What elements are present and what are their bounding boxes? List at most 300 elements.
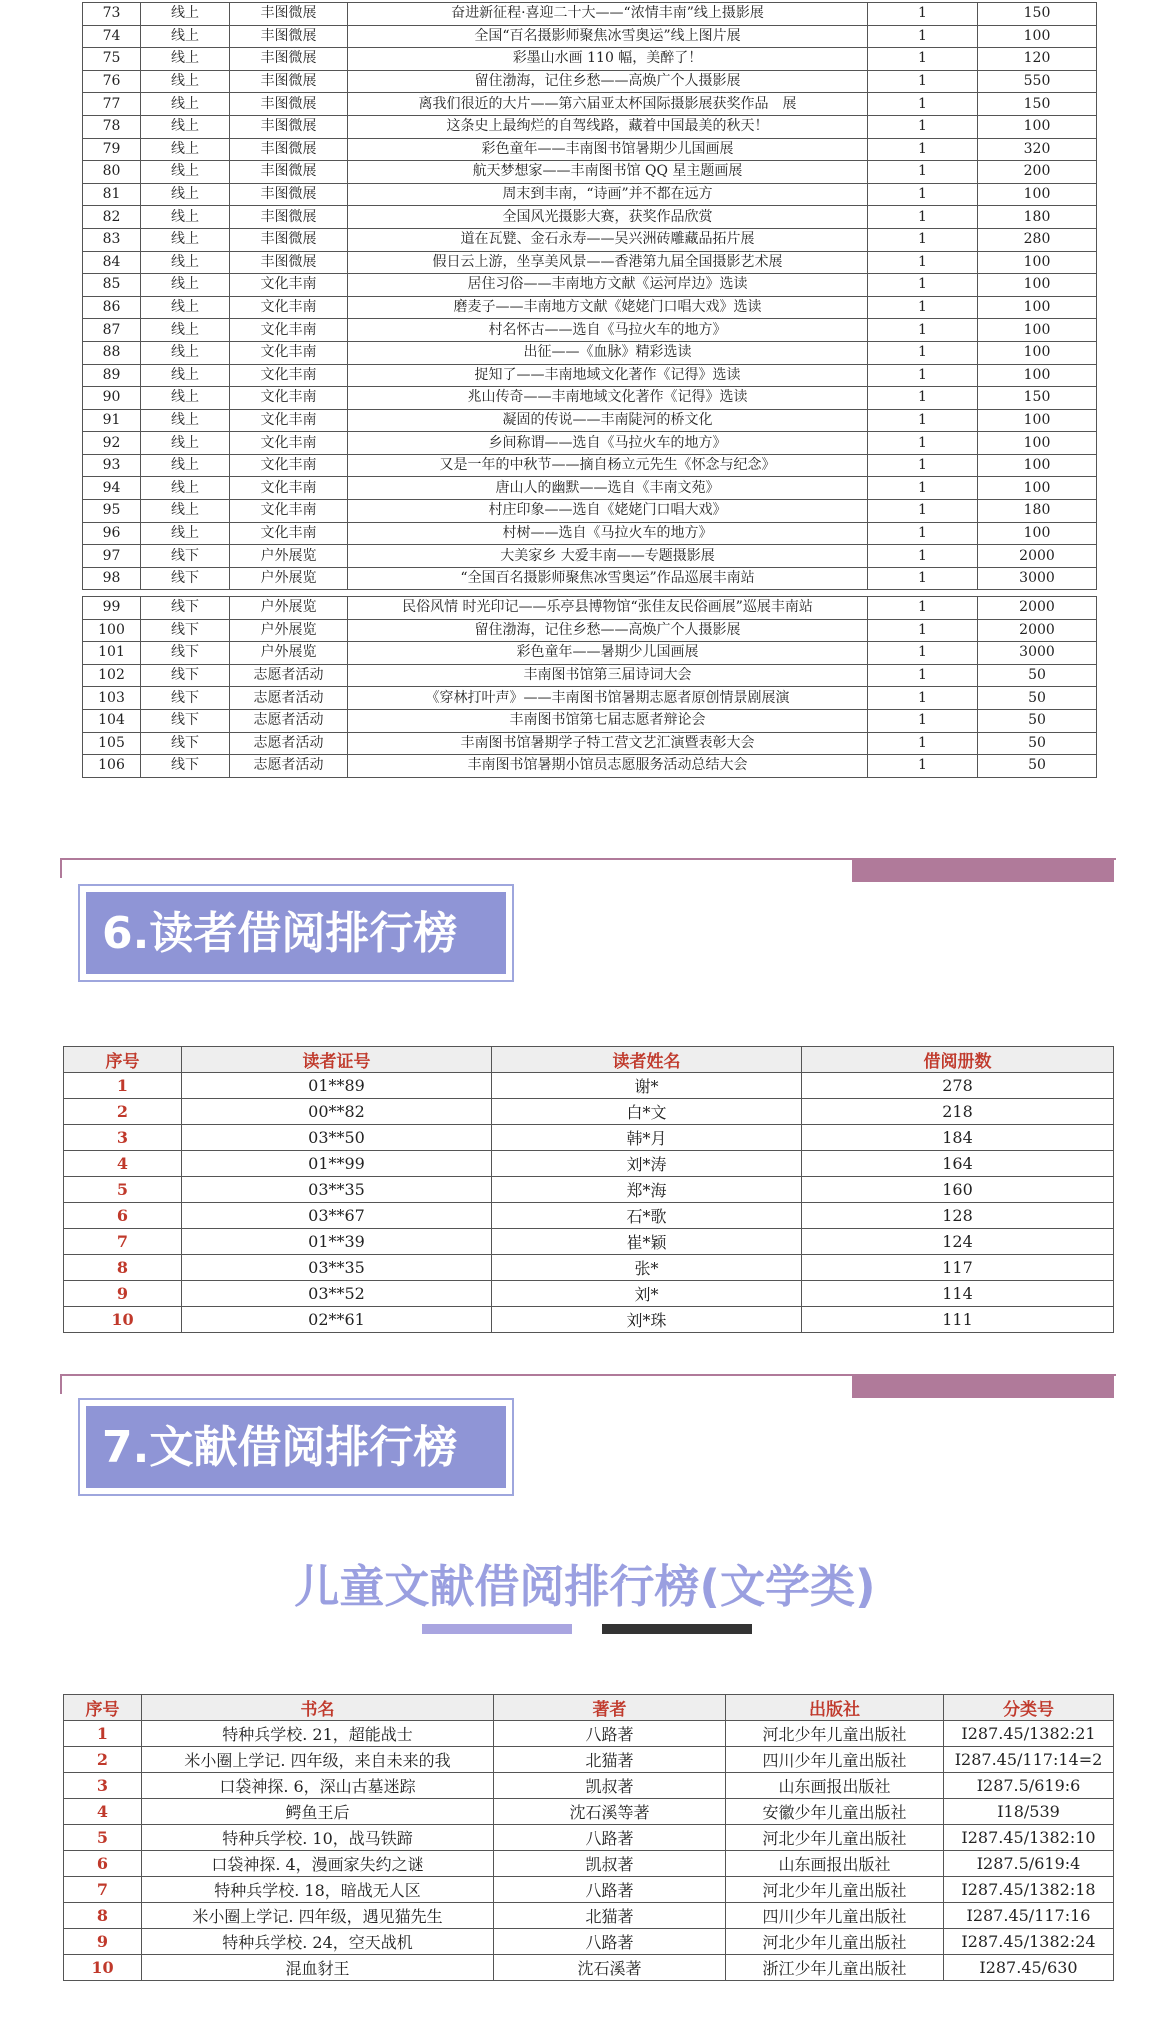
book-title: 米小圈上学记. 四年级，遇见猫先生 xyxy=(142,1903,494,1929)
activity-index: 95 xyxy=(83,500,141,523)
activity-sessions: 1 xyxy=(868,228,978,251)
reader-borrow-count: 124 xyxy=(802,1229,1114,1255)
activity-sessions: 1 xyxy=(868,251,978,274)
activity-participants: 50 xyxy=(978,709,1097,732)
activity-mode: 线上 xyxy=(141,251,230,274)
activity-participants: 100 xyxy=(978,409,1097,432)
book-call-number: I287.45/630 xyxy=(944,1955,1114,1981)
activity-sessions: 1 xyxy=(868,732,978,755)
activity-sessions: 1 xyxy=(868,25,978,48)
activity-index: 97 xyxy=(83,545,141,568)
book-rank: 10 xyxy=(64,1955,142,1981)
book-publisher: 浙江少年儿童出版社 xyxy=(726,1955,944,1981)
section7-accent-bar xyxy=(852,1374,1114,1398)
activity-participants: 150 xyxy=(978,387,1097,410)
activity-mode: 线下 xyxy=(141,755,230,778)
reader-card-number: 03**35 xyxy=(182,1177,492,1203)
activity-title: 周末到丰南，“诗画”并不都在远方 xyxy=(348,183,868,206)
reader-rank: 3 xyxy=(64,1125,182,1151)
activity-row xyxy=(83,161,1097,184)
activity-category: 文化丰南 xyxy=(230,387,348,410)
activity-row xyxy=(83,387,1097,410)
activity-category: 丰图微展 xyxy=(230,138,348,161)
activity-participants: 3000 xyxy=(978,642,1097,665)
activity-row xyxy=(83,115,1097,138)
activity-mode: 线上 xyxy=(141,274,230,297)
activity-participants: 2000 xyxy=(978,545,1097,568)
activity-category: 丰图微展 xyxy=(230,251,348,274)
activity-row xyxy=(83,545,1097,568)
activity-row xyxy=(83,522,1097,545)
reader-card-number: 01**89 xyxy=(182,1073,492,1099)
activity-mode: 线上 xyxy=(141,432,230,455)
activity-index: 93 xyxy=(83,454,141,477)
activity-row xyxy=(83,664,1097,687)
activity-index: 99 xyxy=(83,597,141,620)
reader-rank: 7 xyxy=(64,1229,182,1255)
activity-row xyxy=(83,619,1097,642)
reader-row xyxy=(64,1281,1114,1307)
activity-participants: 50 xyxy=(978,732,1097,755)
activity-index: 102 xyxy=(83,664,141,687)
book-call-number: I287.45/1382:18 xyxy=(944,1877,1114,1903)
activity-title: 留住渤海，记住乡愁——高焕广个人摄影展 xyxy=(348,70,868,93)
activity-sessions: 1 xyxy=(868,454,978,477)
reader-row xyxy=(64,1151,1114,1177)
book-publisher: 安徽少年儿童出版社 xyxy=(726,1799,944,1825)
reader-header-card: 读者证号 xyxy=(182,1047,492,1073)
book-publisher: 河北少年儿童出版社 xyxy=(726,1721,944,1747)
activity-mode: 线下 xyxy=(141,709,230,732)
book-row xyxy=(64,1773,1114,1799)
activity-title: 兆山传奇——丰南地域文化著作《记得》选读 xyxy=(348,387,868,410)
book-row xyxy=(64,1929,1114,1955)
activity-participants: 100 xyxy=(978,319,1097,342)
book-author: 沈石溪著 xyxy=(494,1955,726,1981)
activity-mode: 线上 xyxy=(141,477,230,500)
activity-mode: 线上 xyxy=(141,25,230,48)
activity-title: 凝固的传说——丰南陡河的桥文化 xyxy=(348,409,868,432)
activity-index: 86 xyxy=(83,296,141,319)
activity-participants: 180 xyxy=(978,500,1097,523)
activity-title: 居住习俗——丰南地方文献《运河岸边》选读 xyxy=(348,274,868,297)
activity-category: 文化丰南 xyxy=(230,296,348,319)
activity-participants: 150 xyxy=(978,93,1097,116)
activity-sessions: 1 xyxy=(868,48,978,71)
activity-sessions: 1 xyxy=(868,522,978,545)
reader-borrow-count: 164 xyxy=(802,1151,1114,1177)
activity-index: 83 xyxy=(83,228,141,251)
activity-mode: 线上 xyxy=(141,48,230,71)
activity-title: 这条史上最绚烂的自驾线路，藏着中国最美的秋天！ xyxy=(348,115,868,138)
activity-category: 文化丰南 xyxy=(230,522,348,545)
section6-accent-bar xyxy=(852,858,1114,882)
book-rank: 4 xyxy=(64,1799,142,1825)
book-rank: 5 xyxy=(64,1825,142,1851)
book-header-publisher: 出版社 xyxy=(726,1695,944,1721)
book-publisher: 河北少年儿童出版社 xyxy=(726,1929,944,1955)
book-author: 八路著 xyxy=(494,1721,726,1747)
activity-row xyxy=(83,709,1097,732)
reader-borrow-count: 160 xyxy=(802,1177,1114,1203)
activity-mode: 线下 xyxy=(141,687,230,710)
activity-mode: 线上 xyxy=(141,3,230,26)
activity-index: 73 xyxy=(83,3,141,26)
activity-sessions: 1 xyxy=(868,183,978,206)
book-author: 凯叔著 xyxy=(494,1851,726,1877)
activity-sessions: 1 xyxy=(868,709,978,732)
activity-participants: 180 xyxy=(978,206,1097,229)
activity-index: 98 xyxy=(83,567,141,590)
activity-sessions: 1 xyxy=(868,409,978,432)
activity-sessions: 1 xyxy=(868,161,978,184)
activity-row xyxy=(83,274,1097,297)
book-author: 凯叔著 xyxy=(494,1773,726,1799)
activity-title: 村庄印象——选自《姥姥门口唱大戏》 xyxy=(348,500,868,523)
reader-card-number: 00**82 xyxy=(182,1099,492,1125)
activity-category: 志愿者活动 xyxy=(230,709,348,732)
activity-row xyxy=(83,3,1097,26)
reader-card-number: 01**99 xyxy=(182,1151,492,1177)
activity-participants: 200 xyxy=(978,161,1097,184)
activity-title: 彩墨山水画 110 幅，美醉了！ xyxy=(348,48,868,71)
book-call-number: I287.5/619:6 xyxy=(944,1773,1114,1799)
activity-row xyxy=(83,477,1097,500)
activity-participants: 2000 xyxy=(978,619,1097,642)
activity-sessions: 1 xyxy=(868,619,978,642)
activity-title: 唐山人的幽默——选自《丰南文苑》 xyxy=(348,477,868,500)
activity-index: 79 xyxy=(83,138,141,161)
reader-rank: 2 xyxy=(64,1099,182,1125)
activity-category: 文化丰南 xyxy=(230,341,348,364)
activity-title: 全国风光摄影大赛，获奖作品欣赏 xyxy=(348,206,868,229)
activity-title: 全国“百名摄影师聚焦冰雪奥运”线上图片展 xyxy=(348,25,868,48)
activity-sessions: 1 xyxy=(868,545,978,568)
activity-sessions: 1 xyxy=(868,387,978,410)
activity-category: 丰图微展 xyxy=(230,3,348,26)
activity-row xyxy=(83,25,1097,48)
book-call-number: I287.45/117:14=2 xyxy=(944,1747,1114,1773)
activity-row xyxy=(83,432,1097,455)
activity-sessions: 1 xyxy=(868,3,978,26)
activity-participants: 280 xyxy=(978,228,1097,251)
book-rank: 2 xyxy=(64,1747,142,1773)
title-underline-purple xyxy=(422,1624,572,1634)
activity-category: 丰图微展 xyxy=(230,70,348,93)
activity-title: 留住渤海，记住乡愁——高焕广个人摄影展 xyxy=(348,619,868,642)
book-header-row xyxy=(64,1695,1114,1721)
reader-card-number: 03**52 xyxy=(182,1281,492,1307)
book-title: 特种兵学校. 18，暗战无人区 xyxy=(142,1877,494,1903)
activity-category: 丰图微展 xyxy=(230,183,348,206)
activity-index: 77 xyxy=(83,93,141,116)
book-call-number: I287.45/117:16 xyxy=(944,1903,1114,1929)
activity-sessions: 1 xyxy=(868,755,978,778)
activity-row xyxy=(83,642,1097,665)
section6-tick xyxy=(60,858,62,878)
activity-participants: 100 xyxy=(978,341,1097,364)
section6-title: 6.读者借阅排行榜 xyxy=(86,892,506,974)
activity-row xyxy=(83,206,1097,229)
book-author: 北猫著 xyxy=(494,1747,726,1773)
reader-name: 张* xyxy=(492,1255,802,1281)
book-author: 沈石溪等著 xyxy=(494,1799,726,1825)
activity-index: 96 xyxy=(83,522,141,545)
book-title: 口袋神探. 4，漫画家失约之谜 xyxy=(142,1851,494,1877)
activity-sessions: 1 xyxy=(868,115,978,138)
activity-sessions: 1 xyxy=(868,567,978,590)
reader-borrow-count: 278 xyxy=(802,1073,1114,1099)
activity-mode: 线上 xyxy=(141,364,230,387)
activity-category: 志愿者活动 xyxy=(230,755,348,778)
book-author: 八路著 xyxy=(494,1929,726,1955)
section7-tick xyxy=(60,1374,62,1394)
activity-category: 文化丰南 xyxy=(230,409,348,432)
activity-index: 76 xyxy=(83,70,141,93)
activity-sessions: 1 xyxy=(868,477,978,500)
activity-row xyxy=(83,251,1097,274)
reader-row xyxy=(64,1099,1114,1125)
activity-index: 104 xyxy=(83,709,141,732)
activity-sessions: 1 xyxy=(868,93,978,116)
book-author: 八路著 xyxy=(494,1825,726,1851)
activity-category: 户外展览 xyxy=(230,597,348,620)
activity-mode: 线下 xyxy=(141,597,230,620)
activity-row xyxy=(83,341,1097,364)
activity-category: 丰图微展 xyxy=(230,228,348,251)
reader-name: 崔*颖 xyxy=(492,1229,802,1255)
book-publisher: 河北少年儿童出版社 xyxy=(726,1877,944,1903)
activity-index: 90 xyxy=(83,387,141,410)
book-author: 北猫著 xyxy=(494,1903,726,1929)
activity-row xyxy=(83,755,1097,778)
reader-borrow-count: 184 xyxy=(802,1125,1114,1151)
activity-index: 94 xyxy=(83,477,141,500)
reader-name: 刘*珠 xyxy=(492,1307,802,1333)
activity-participants: 100 xyxy=(978,432,1097,455)
reader-borrow-count: 114 xyxy=(802,1281,1114,1307)
reader-row xyxy=(64,1125,1114,1151)
activity-row xyxy=(83,183,1097,206)
book-publisher: 山东画报出版社 xyxy=(726,1851,944,1877)
section7-title: 7.文献借阅排行榜 xyxy=(86,1406,506,1488)
reader-header-count: 借阅册数 xyxy=(802,1047,1114,1073)
activity-participants: 550 xyxy=(978,70,1097,93)
activity-row xyxy=(83,364,1097,387)
reader-row xyxy=(64,1255,1114,1281)
activity-title: 彩色童年——丰南图书馆暑期少儿国画展 xyxy=(348,138,868,161)
book-title: 特种兵学校. 24，空天战机 xyxy=(142,1929,494,1955)
activity-participants: 2000 xyxy=(978,597,1097,620)
activity-title: 离我们很近的大片——第六届亚太杯国际摄影展获奖作品 展 xyxy=(348,93,868,116)
reader-rank: 1 xyxy=(64,1073,182,1099)
book-rank: 3 xyxy=(64,1773,142,1799)
activity-sessions: 1 xyxy=(868,432,978,455)
activity-participants: 50 xyxy=(978,687,1097,710)
section6-title-box xyxy=(78,884,514,982)
book-call-number: I287.45/1382:24 xyxy=(944,1929,1114,1955)
book-row xyxy=(64,1851,1114,1877)
book-title: 混血豺王 xyxy=(142,1955,494,1981)
reader-row xyxy=(64,1203,1114,1229)
book-call-number: I18/539 xyxy=(944,1799,1114,1825)
activity-row xyxy=(83,228,1097,251)
activity-sessions: 1 xyxy=(868,500,978,523)
reader-row xyxy=(64,1307,1114,1333)
book-publisher: 四川少年儿童出版社 xyxy=(726,1903,944,1929)
activity-title: 《穿林打叶声》——丰南图书馆暑期志愿者原创情景剧展演 xyxy=(348,687,868,710)
activity-row xyxy=(83,454,1097,477)
activity-participants: 320 xyxy=(978,138,1097,161)
activity-row xyxy=(83,500,1097,523)
activity-sessions: 1 xyxy=(868,364,978,387)
activity-title: 丰南图书馆暑期学子特工营文艺汇演暨表彰大会 xyxy=(348,732,868,755)
activity-table-part2 xyxy=(82,596,1097,778)
activity-index: 88 xyxy=(83,341,141,364)
activity-mode: 线上 xyxy=(141,387,230,410)
reader-rank: 4 xyxy=(64,1151,182,1177)
activity-row xyxy=(83,296,1097,319)
book-rank: 7 xyxy=(64,1877,142,1903)
book-rank: 1 xyxy=(64,1721,142,1747)
reader-rank: 10 xyxy=(64,1307,182,1333)
activity-sessions: 1 xyxy=(868,206,978,229)
activity-row xyxy=(83,48,1097,71)
activity-mode: 线上 xyxy=(141,454,230,477)
activity-category: 丰图微展 xyxy=(230,161,348,184)
activity-category: 户外展览 xyxy=(230,642,348,665)
activity-index: 87 xyxy=(83,319,141,342)
activity-participants: 100 xyxy=(978,274,1097,297)
activity-category: 志愿者活动 xyxy=(230,687,348,710)
activity-row xyxy=(83,319,1097,342)
book-row xyxy=(64,1799,1114,1825)
activity-category: 文化丰南 xyxy=(230,477,348,500)
activity-row xyxy=(83,138,1097,161)
activity-category: 丰图微展 xyxy=(230,206,348,229)
activity-participants: 100 xyxy=(978,115,1097,138)
activity-participants: 100 xyxy=(978,364,1097,387)
book-title: 特种兵学校. 21，超能战士 xyxy=(142,1721,494,1747)
activity-title: 丰南图书馆第三届诗词大会 xyxy=(348,664,868,687)
activity-title: 航天梦想家——丰南图书馆 QQ 星主题画展 xyxy=(348,161,868,184)
book-header-author: 著者 xyxy=(494,1695,726,1721)
book-header-rank: 序号 xyxy=(64,1695,142,1721)
activity-title: 彩色童年——暑期少儿国画展 xyxy=(348,642,868,665)
activity-index: 106 xyxy=(83,755,141,778)
activity-participants: 100 xyxy=(978,251,1097,274)
book-call-number: I287.5/619:4 xyxy=(944,1851,1114,1877)
activity-category: 丰图微展 xyxy=(230,25,348,48)
reader-row xyxy=(64,1229,1114,1255)
activity-index: 81 xyxy=(83,183,141,206)
reader-card-number: 03**35 xyxy=(182,1255,492,1281)
book-title: 口袋神探. 6，深山古墓迷踪 xyxy=(142,1773,494,1799)
activity-mode: 线上 xyxy=(141,341,230,364)
reader-rank: 6 xyxy=(64,1203,182,1229)
book-call-number: I287.45/1382:10 xyxy=(944,1825,1114,1851)
activity-category: 丰图微展 xyxy=(230,48,348,71)
activity-title: 丰南图书馆第七届志愿者辩论会 xyxy=(348,709,868,732)
activity-mode: 线下 xyxy=(141,619,230,642)
reader-header-rank: 序号 xyxy=(64,1047,182,1073)
activity-category: 文化丰南 xyxy=(230,454,348,477)
children-book-ranking-table xyxy=(63,1694,1114,1981)
activity-participants: 150 xyxy=(978,3,1097,26)
activity-participants: 50 xyxy=(978,755,1097,778)
activity-title: 村名怀古——选自《马拉火车的地方》 xyxy=(348,319,868,342)
activity-category: 丰图微展 xyxy=(230,93,348,116)
activity-table-part1 xyxy=(82,2,1097,590)
reader-name: 石*歌 xyxy=(492,1203,802,1229)
activity-category: 户外展览 xyxy=(230,567,348,590)
activity-mode: 线上 xyxy=(141,70,230,93)
activity-row xyxy=(83,93,1097,116)
reader-ranking-table xyxy=(63,1046,1114,1333)
activity-index: 80 xyxy=(83,161,141,184)
book-row xyxy=(64,1903,1114,1929)
activity-index: 75 xyxy=(83,48,141,71)
activity-index: 91 xyxy=(83,409,141,432)
reader-name: 刘* xyxy=(492,1281,802,1307)
activity-index: 105 xyxy=(83,732,141,755)
book-title: 米小圈上学记. 四年级，来自未来的我 xyxy=(142,1747,494,1773)
activity-title: 奋进新征程·喜迎二十大——“浓情丰南”线上摄影展 xyxy=(348,3,868,26)
book-title: 特种兵学校. 10，战马铁蹄 xyxy=(142,1825,494,1851)
activity-sessions: 1 xyxy=(868,138,978,161)
book-row xyxy=(64,1877,1114,1903)
activity-index: 84 xyxy=(83,251,141,274)
book-row xyxy=(64,1955,1114,1981)
activity-row xyxy=(83,597,1097,620)
reader-borrow-count: 128 xyxy=(802,1203,1114,1229)
activity-row xyxy=(83,567,1097,590)
activity-title: 假日云上游，坐享美风景——香港第九届全国摄影艺术展 xyxy=(348,251,868,274)
activity-title: 磨麦子——丰南地方文献《姥姥门口唱大戏》选读 xyxy=(348,296,868,319)
reader-borrow-count: 218 xyxy=(802,1099,1114,1125)
book-rank: 8 xyxy=(64,1903,142,1929)
activity-title: 出征——《血脉》精彩选读 xyxy=(348,341,868,364)
book-publisher: 山东画报出版社 xyxy=(726,1773,944,1799)
reader-card-number: 01**39 xyxy=(182,1229,492,1255)
activity-participants: 100 xyxy=(978,25,1097,48)
activity-mode: 线下 xyxy=(141,642,230,665)
reader-card-number: 03**67 xyxy=(182,1203,492,1229)
book-call-number: I287.45/1382:21 xyxy=(944,1721,1114,1747)
activity-category: 文化丰南 xyxy=(230,274,348,297)
activity-sessions: 1 xyxy=(868,296,978,319)
activity-category: 文化丰南 xyxy=(230,432,348,455)
activity-title: 村树——选自《马拉火车的地方》 xyxy=(348,522,868,545)
reader-header-name: 读者姓名 xyxy=(492,1047,802,1073)
activity-participants: 100 xyxy=(978,296,1097,319)
activity-index: 101 xyxy=(83,642,141,665)
activity-index: 78 xyxy=(83,115,141,138)
activity-title: 捉知了——丰南地域文化著作《记得》选读 xyxy=(348,364,868,387)
reader-rank: 8 xyxy=(64,1255,182,1281)
reader-name: 白*文 xyxy=(492,1099,802,1125)
activity-index: 89 xyxy=(83,364,141,387)
book-rank: 6 xyxy=(64,1851,142,1877)
activity-mode: 线下 xyxy=(141,732,230,755)
activity-index: 92 xyxy=(83,432,141,455)
book-title: 鳄鱼王后 xyxy=(142,1799,494,1825)
activity-title: “全国百名摄影师聚焦冰雪奥运”作品巡展丰南站 xyxy=(348,567,868,590)
children-ranking-title: 儿童文献借阅排行榜(文学类) xyxy=(294,1560,876,1613)
activity-mode: 线上 xyxy=(141,93,230,116)
book-rank: 9 xyxy=(64,1929,142,1955)
activity-participants: 100 xyxy=(978,477,1097,500)
